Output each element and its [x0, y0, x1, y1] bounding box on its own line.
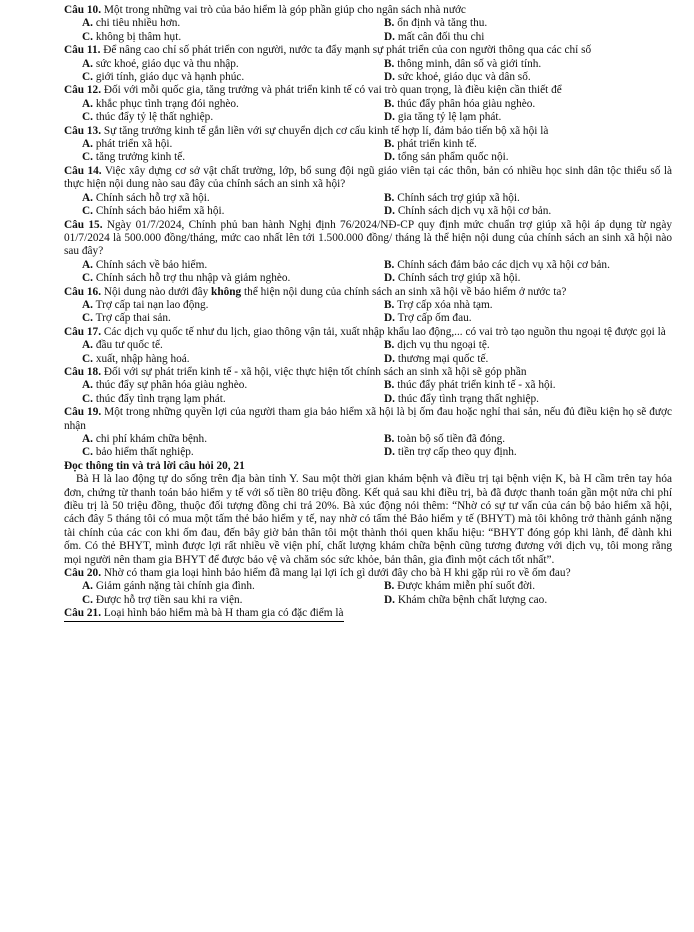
option-c: C. bảo hiểm thất nghiệp.: [82, 446, 194, 459]
answer-options: [64, 379, 672, 406]
option-d: D. tổng sản phẩm quốc nội.: [384, 151, 509, 164]
answer-options: [64, 58, 672, 85]
option-d: D. Chính sách dịch vụ xã hội cơ bản.: [384, 205, 552, 218]
question-item: [64, 84, 672, 124]
question-text: [64, 84, 672, 97]
question-text-part: Đối với mỗi quốc gia, tăng trưởng và phát triển kinh tế có vai trò quan trọng, là điều kiện cần thiết để: [103, 84, 562, 97]
answer-options: [64, 98, 672, 125]
question-text: [64, 4, 672, 17]
option-b: B. thúc đẩy phát triển kinh tế - xã hội.: [384, 379, 556, 392]
question-text-part: Để nâng cao chỉ số phát triển con người, nước ta đẩy mạnh sự phát triển của con người thông qua các chỉ số: [103, 44, 592, 57]
option-d: D. Trợ cấp ốm đau.: [384, 312, 472, 325]
option-b: B. dịch vụ thu ngoại tệ.: [384, 339, 490, 352]
question-list-a: [64, 4, 672, 286]
answer-options: [64, 259, 672, 286]
option-a: A. Chính sách về bảo hiểm.: [82, 258, 208, 271]
option-b: B. thông minh, dân số và giới tính.: [384, 57, 542, 70]
option-b: B. Được khám miễn phí suốt đời.: [384, 580, 536, 593]
question-text: [64, 125, 672, 138]
option-c: C. xuất, nhập hàng hoá.: [82, 352, 190, 365]
option-a: A. phát triển xã hội.: [82, 138, 173, 151]
question-text-part: Loại hình bảo hiểm mà bà H tham gia có đặc điểm là: [103, 607, 344, 620]
option-a: A. đầu tư quốc tế.: [82, 339, 163, 352]
question-text: [64, 366, 672, 379]
option-c: C. Chính sách hỗ trợ thu nhập và giảm nghèo.: [82, 272, 291, 285]
option-d: D. thương mại quốc tế.: [384, 352, 489, 365]
question-number: Câu 20.: [64, 567, 102, 580]
option-a: A. sức khoẻ, giáo dục và thu nhập.: [82, 57, 239, 70]
question-16: [64, 286, 672, 326]
question-text: [64, 406, 672, 433]
answer-options: [64, 299, 672, 326]
option-c: C. thúc đẩy tỷ lệ thất nghiệp.: [82, 111, 214, 124]
option-b: B. Chính sách trợ giúp xã hội.: [384, 191, 520, 204]
option-b: B. phát triển kinh tế.: [384, 138, 477, 151]
question-item: [64, 44, 672, 84]
question-number: Câu 13.: [64, 124, 102, 137]
option-b: B. Chính sách đảm bảo các dịch vụ xã hội cơ bản.: [384, 258, 610, 271]
option-b: B. Trợ cấp xóa nhà tạm.: [384, 298, 493, 311]
option-a: A. khắc phục tình trạng đói nghèo.: [82, 97, 239, 110]
question-text-part: Ngày 01/7/2024, Chính phủ ban hành Nghị định 76/2024/NĐ-CP quy định mức chuẩn trợ giúp xã hội áp dụng từ ngày 01/7/2024 là 500.000 đồng/tháng, mức cao nhất lên tới 1.500.000 đồng/ tháng là thể hiện nội dung của chính sách an sinh xã hội nào sau đây?: [64, 218, 672, 258]
question-text: [64, 326, 672, 339]
question-number: Câu 15.: [64, 218, 103, 231]
question-item: [64, 4, 672, 44]
answer-options: [64, 138, 672, 165]
option-a: A. chi phí khám chữa bệnh.: [82, 433, 208, 445]
question-emphasis: không: [211, 285, 242, 298]
option-a: A. Giảm gánh nặng tài chính gia đình.: [82, 580, 255, 593]
option-b: B. toàn bộ số tiền đã đóng.: [384, 433, 506, 445]
option-c: C. Chính sách bảo hiểm xã hội.: [82, 205, 225, 218]
option-d: D. tiền trợ cấp theo quy định.: [384, 446, 517, 459]
option-c: C. thúc đẩy tình trạng lạm phát.: [82, 392, 226, 405]
question-number: Câu 12.: [64, 84, 102, 97]
question-text-part: Nhờ có tham gia loại hình bảo hiểm đã mang lại lợi ích gì dưới đây cho bà H khi gặp rủi ro về ốm đau?: [103, 567, 571, 580]
question-text: [64, 607, 344, 621]
question-text-part: Việc xây dựng cơ sở vật chất trường, lớp, bổ sung đội ngũ giáo viên tại các thôn, bản có nhiều học sinh dân tộc thiểu số là thực hiện nội dung nào sau đây của chính sách an sinh xã hội?: [64, 164, 672, 191]
question-number: Câu 16.: [64, 285, 102, 298]
question-number: Câu 10.: [64, 4, 102, 16]
option-c: C. Trợ cấp thai sản.: [82, 312, 171, 325]
question-text-part: Một trong những quyền lợi của người tham gia bảo hiểm xã hội là bị ốm đau hoặc nghỉ thai sản, nếu đủ điều kiện họ sẽ được nhận: [64, 406, 672, 432]
question-number: Câu 14.: [64, 164, 102, 177]
question-text: [64, 165, 672, 192]
question-text: [64, 567, 672, 580]
reading-passage: Bà H là lao động tự do sống trên địa bàn tỉnh Y. Sau một thời gian khám bệnh và điều trị tại bệnh viện K, bà H cầm trên tay hóa đơn, chứng từ thanh toán bảo hiểm y tế với số tiền 80 triệu đồng. Kết quả sau khi điều trị, bà đã được thanh toán gần một nửa chi phí điều trị là 50 triệu đồng, thuộc đối tượng đồng chi trả 20%. Bà xúc động nói thêm: “Nhờ có sự tư vấn của cán bộ bảo hiểm xã hội, cách đây 5 tháng tôi có mua một tấm thẻ bảo hiểm y tế, nay nhờ có tấm thẻ Bảo hiểm y tế (BHYT) mà tôi không trở thành gánh nặng tài chính của các con khi ốm đau, đến bây giờ bản thân tôi một thành thói quen khẩu hiệu: “BHYT đóng góp khi lành, để dành khi ốm. Có thẻ BHYT, mình được lợi rất nhiều về viện phí, chất lượng khám chữa bệnh cũng tương đương với dịch vụ, tôi mong rằng mọi người nên tham gia BHYT để được bảo vệ và chăm sóc sức khỏe, bản thân, gia đình một cách tốt nhất”.: [64, 473, 672, 566]
option-d: D. thúc đẩy tình trạng thất nghiệp.: [384, 392, 539, 405]
option-d: D. gia tăng tỷ lệ lạm phát.: [384, 111, 502, 124]
question-item: [64, 219, 672, 286]
question-number: Câu 11.: [64, 44, 101, 57]
option-a: A. Trợ cấp tai nạn lao động.: [82, 298, 209, 311]
question-item: [64, 406, 672, 460]
option-c: C. tăng trưởng kinh tế.: [82, 151, 186, 164]
question-text: [64, 219, 672, 259]
question-item: [64, 366, 672, 406]
question-item: [64, 165, 672, 219]
question-item: [64, 125, 672, 165]
answer-options: [64, 339, 672, 366]
question-text-part: Các dịch vụ quốc tế như du lịch, giao thông vận tải, xuất nhập khẩu lao động,... có vai trò tạo nguồn thu ngoại tệ được gọi là: [103, 325, 666, 338]
question-21: [64, 607, 672, 621]
question-list-b: [64, 326, 672, 460]
option-b: B. ổn định và tăng thu.: [384, 17, 488, 30]
question-text: [64, 286, 672, 299]
question-item: [64, 326, 672, 366]
question-number: Câu 19.: [64, 406, 102, 419]
question-text-part: Nội dung nào dưới đây: [103, 285, 209, 298]
option-a: A. thúc đẩy sự phân hóa giàu nghèo.: [82, 379, 248, 392]
question-text-part: Một trong những vai trò của bảo hiểm là góp phần giúp cho ngân sách nhà nước: [103, 4, 466, 16]
option-d: D. mất cân đối thu chi: [384, 30, 485, 43]
question-text-part: thể hiện nội dung của chính sách an sinh xã hội về bảo hiểm ở nước ta?: [244, 285, 567, 298]
section-title: Đọc thông tin và trả lời câu hỏi 20, 21: [64, 459, 245, 472]
question-number: Câu 18.: [64, 365, 102, 378]
answer-options: [64, 580, 672, 607]
question-text-part: Đối với sự phát triển kinh tế - xã hội, việc thực hiện tốt chính sách an sinh xã hội sẽ góp phần: [103, 365, 527, 378]
question-number: Câu 17.: [64, 325, 102, 338]
option-c: C. Được hỗ trợ tiền sau khi ra viện.: [82, 593, 243, 606]
question-text: [64, 44, 672, 57]
answer-options: [64, 192, 672, 219]
option-c: C. không bị thâm hụt.: [82, 30, 182, 43]
option-d: D. Khám chữa bệnh chất lượng cao.: [384, 593, 548, 606]
option-d: D. sức khoẻ, giáo dục và dân số.: [384, 71, 531, 84]
option-a: A. chi tiêu nhiều hơn.: [82, 17, 181, 30]
answer-options: [64, 433, 672, 460]
question-20: [64, 567, 672, 607]
option-b: B. thúc đẩy phân hóa giàu nghèo.: [384, 97, 536, 110]
option-d: D. Chính sách trợ giúp xã hội.: [384, 272, 521, 285]
option-a: A. Chính sách hỗ trợ xã hội.: [82, 191, 210, 204]
question-number: Câu 21.: [64, 607, 102, 620]
answer-options: [64, 17, 672, 44]
option-c: C. giới tính, giáo dục và hạnh phúc.: [82, 71, 245, 84]
question-text-part: Sự tăng trưởng kinh tế gắn liền với sự chuyển dịch cơ cấu kinh tế hợp lí, đảm bảo tiến bộ xã hội là: [103, 124, 549, 137]
